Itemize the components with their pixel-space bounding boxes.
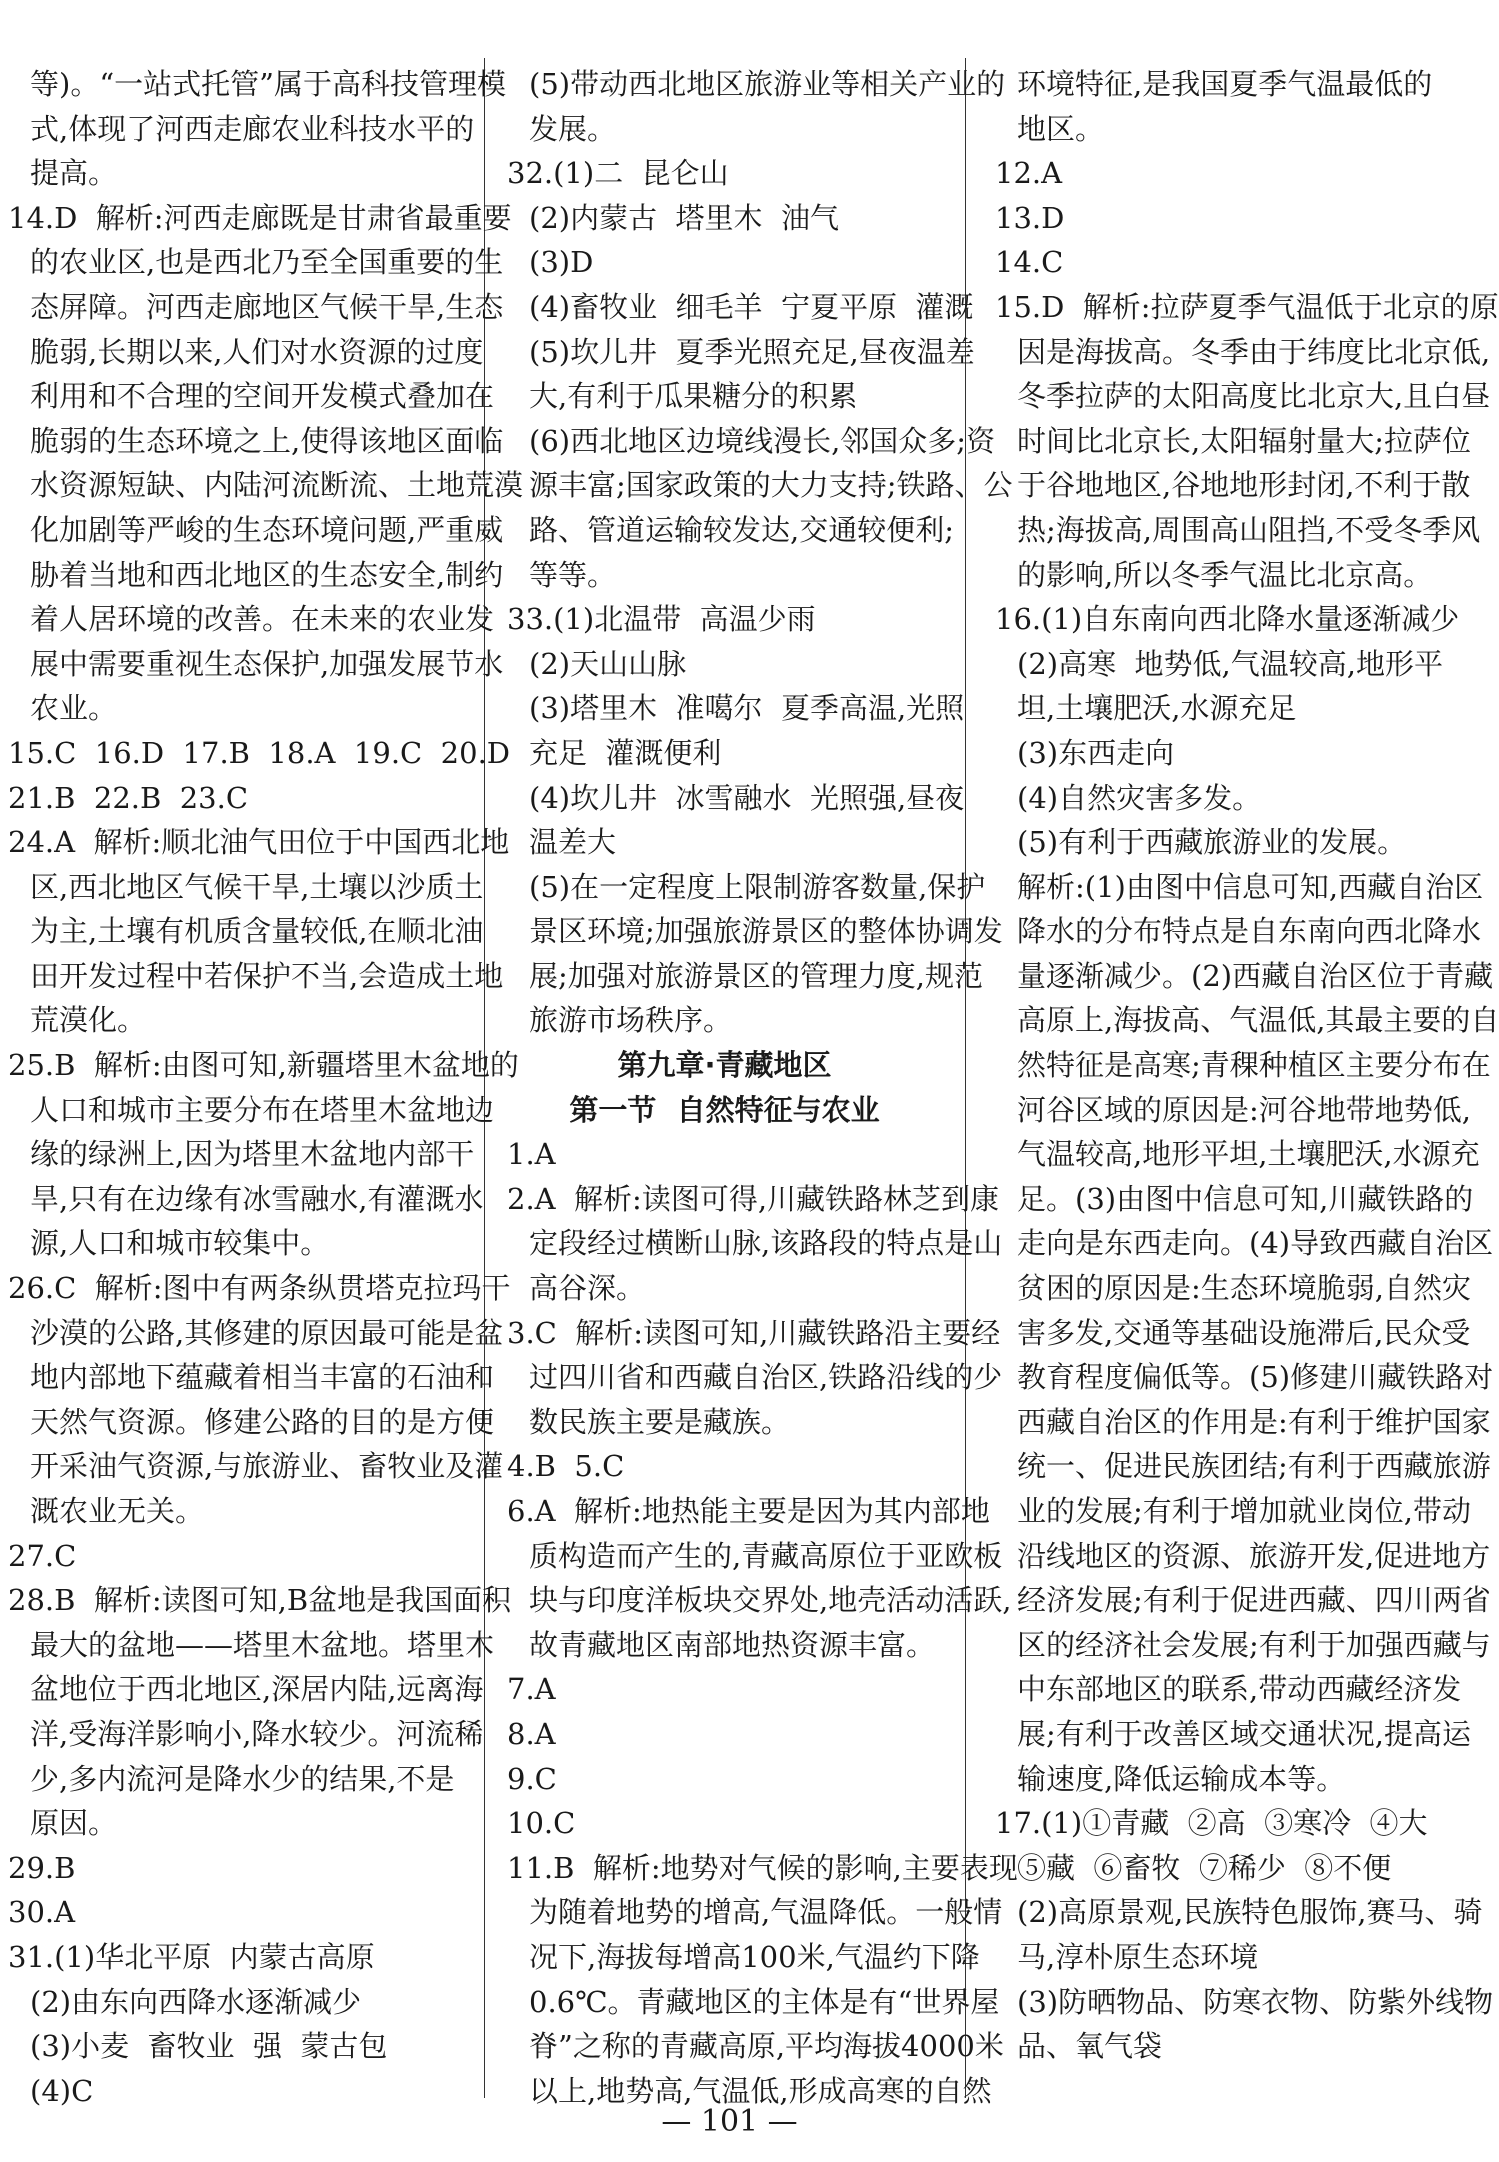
text-line: 盆地位于西北地区,深居内陆,远离海 xyxy=(30,1672,484,1707)
text-line: (4)自然灾害多发。 xyxy=(1017,780,1262,815)
text-line: 坦,土壤肥沃,水源充足 xyxy=(1017,691,1297,726)
text-line: 14.C xyxy=(995,245,1064,280)
text-line: 统一、促进民族团结;有利于西藏旅游 xyxy=(1017,1449,1491,1484)
section-heading: 第九章·青藏地区 xyxy=(617,1048,832,1083)
text-line: 旅游市场秩序。 xyxy=(529,1003,733,1038)
text-line: 大,有利于瓜果糖分的积累 xyxy=(529,379,858,414)
text-line: 16.(1)自东南向西北降水量逐渐减少 xyxy=(995,602,1460,637)
text-line: 2.A 解析:读图可得,川藏铁路林芝到康 xyxy=(507,1181,1000,1216)
text-line: 式,体现了河西走廊农业科技水平的 xyxy=(30,111,475,146)
text-line: 9.C xyxy=(507,1761,557,1796)
text-line: 的影响,所以冬季气温比北京高。 xyxy=(1017,557,1433,592)
text-line: 地内部地下蕴藏着相当丰富的石油和 xyxy=(30,1360,495,1395)
text-line: 脆弱,长期以来,人们对水资源的过度 xyxy=(30,334,484,369)
text-line: 人口和城市主要分布在塔里木盆地边 xyxy=(30,1092,495,1127)
column-right xyxy=(995,62,1499,2069)
text-line: 12.A xyxy=(995,156,1063,191)
text-line: 胁着当地和西北地区的生态安全,制约 xyxy=(30,557,504,592)
text-line: 脊”之称的青藏高原,平均海拔4000米 xyxy=(529,2029,1004,2064)
text-line: 教育程度偏低等。(5)修建川藏铁路对 xyxy=(1017,1360,1494,1395)
column-left xyxy=(8,62,524,2113)
text-line: (4)坎儿井 冰雪融水 光照强,昼夜 xyxy=(529,780,965,815)
text-line: 提高。 xyxy=(30,156,118,191)
text-line: 足。(3)由图中信息可知,川藏铁路的 xyxy=(1017,1181,1474,1216)
text-line: 15.C 16.D 17.B 18.A 19.C 20.D xyxy=(8,735,511,770)
text-line: 故青藏地区南部地热资源丰富。 xyxy=(529,1627,936,1662)
text-line: 害多发,交通等基础设施滞后,民众受 xyxy=(1017,1315,1471,1350)
page-number: — 101 — xyxy=(661,2104,798,2139)
text-line: (2)由东向西降水逐渐减少 xyxy=(30,1984,362,2019)
text-line: 3.C 解析:读图可知,川藏铁路沿主要经 xyxy=(507,1315,1001,1350)
text-line: 29.B xyxy=(8,1850,76,1885)
text-line: 路、管道运输较发达,交通较便利; xyxy=(529,512,954,547)
text-line: 时间比北京长,太阳辐射量大;拉萨位 xyxy=(1017,423,1471,458)
text-line: (3)塔里木 准噶尔 夏季高温,光照 xyxy=(529,691,965,726)
text-line: 4.B 5.C xyxy=(507,1449,625,1484)
text-line: 缘的绿洲上,因为塔里木盆地内部干 xyxy=(30,1137,475,1172)
text-line: 沿线地区的资源、旅游开发,促进地方 xyxy=(1017,1538,1491,1573)
text-line: 然特征是高寒;青稞种植区主要分布在 xyxy=(1017,1048,1491,1083)
text-line: 溉农业无关。 xyxy=(30,1494,205,1528)
text-line: 30.A xyxy=(8,1895,76,1930)
text-line: (4)畜牧业 细毛羊 宁夏平原 灌溉 xyxy=(529,289,974,324)
text-line: 温差大 xyxy=(529,825,617,860)
text-line: 量逐渐减少。(2)西藏自治区位于青藏 xyxy=(1017,958,1494,993)
text-line: 25.B 解析:由图可知,新疆塔里木盆地的 xyxy=(8,1048,519,1083)
text-line: (3)东西走向 xyxy=(1017,735,1175,770)
text-line: 17.(1)①青藏 ②高 ③寒冷 ④大 xyxy=(995,1806,1428,1841)
text-line: 展;有利于改善区域交通状况,提高运 xyxy=(1017,1716,1471,1751)
text-line: ⑤藏 ⑥畜牧 ⑦稀少 ⑧不便 xyxy=(1017,1850,1392,1885)
text-line: 31.(1)华北平原 内蒙古高原 xyxy=(8,1939,375,1974)
text-line: 14.D 解析:河西走廊既是甘肃省最重要 xyxy=(8,200,512,235)
text-line: (5)带动西北地区旅游业等相关产业的 xyxy=(529,67,1006,101)
text-line: 0.6℃。青藏地区的主体是有“世界屋 xyxy=(529,1984,1000,2019)
text-line: (5)坎儿井 夏季光照充足,昼夜温差 xyxy=(529,334,975,369)
text-line: 高原上,海拔高、气温低,其最主要的自 xyxy=(1017,1003,1499,1038)
text-line: 充足 灌溉便利 xyxy=(529,735,722,770)
text-line: 的农业区,也是西北乃至全国重要的生 xyxy=(30,245,504,280)
text-line: 因是海拔高。冬季由于纬度比北京低, xyxy=(1017,334,1491,369)
section-heading: 第一节 自然特征与农业 xyxy=(569,1092,880,1127)
text-line: 源丰富;国家政策的大力支持;铁路、公 xyxy=(529,468,1013,503)
text-line: (2)高寒 地势低,气温较高,地形平 xyxy=(1017,646,1443,681)
text-line: 质构造而产生的,青藏高原位于亚欧板 xyxy=(529,1538,1003,1573)
text-line: 旱,只有在边缘有冰雪融水,有灌溉水 xyxy=(30,1181,484,1216)
text-line: 态屏障。河西走廊地区气候干旱,生态 xyxy=(30,289,504,324)
text-line: 于谷地地区,谷地地形封闭,不利于散 xyxy=(1017,468,1471,503)
text-line: 环境特征,是我国夏季气温最低的 xyxy=(1017,67,1433,101)
text-line: 贫困的原因是:生态环境脆弱,自然灾 xyxy=(1017,1271,1471,1306)
text-line: (3)防晒物品、防寒衣物、防紫外线物 xyxy=(1017,1984,1494,2019)
text-line: 洋,受海洋影响小,降水较少。河流稀 xyxy=(30,1716,484,1751)
text-line: 热;海拔高,周围高山阻挡,不受冬季风 xyxy=(1017,512,1481,547)
text-line: 解析:(1)由图中信息可知,西藏自治区 xyxy=(1017,869,1484,904)
text-line: 河谷区域的原因是:河谷地带地势低, xyxy=(1017,1092,1471,1127)
text-line: 沙漠的公路,其修建的原因最可能是盆 xyxy=(30,1315,504,1350)
text-line: 原因。 xyxy=(30,1806,118,1841)
text-line: (2)内蒙古 塔里木 油气 xyxy=(529,200,839,235)
text-line: 西藏自治区的作用是:有利于维护国家 xyxy=(1017,1404,1491,1439)
text-line: 少,多内流河是降水少的结果,不是 xyxy=(30,1761,455,1796)
text-line: (3)小麦 畜牧业 强 蒙古包 xyxy=(30,2029,388,2064)
text-line: (6)西北地区边境线漫长,邻国众多;资 xyxy=(529,423,996,458)
text-line: 块与印度洋板块交界处,地壳活动活跃, xyxy=(529,1583,1012,1618)
text-line: 7.A xyxy=(507,1672,556,1707)
text-line: 定段经过横断山脉,该路段的特点是山 xyxy=(529,1226,1003,1261)
text-line: 区的经济社会发展;有利于加强西藏与 xyxy=(1017,1627,1491,1662)
text-line: 天然气资源。修建公路的目的是方便 xyxy=(30,1404,495,1439)
text-line: 28.B 解析:读图可知,B盆地是我国面积 xyxy=(8,1583,512,1618)
text-line: 中东部地区的联系,带动西藏经济发 xyxy=(1017,1672,1462,1707)
text-line: 农业。 xyxy=(30,691,118,726)
text-line: 数民族主要是藏族。 xyxy=(529,1404,791,1439)
text-line: (5)在一定程度上限制游客数量,保护 xyxy=(529,869,986,904)
text-line: 冬季拉萨的太阳高度比北京大,且白昼 xyxy=(1017,379,1491,414)
text-line: 气温较高,地形平坦,土壤肥沃,水源充 xyxy=(1017,1137,1480,1172)
text-line: 最大的盆地——塔里木盆地。塔里木 xyxy=(30,1627,495,1662)
text-line: 26.C 解析:图中有两条纵贯塔克拉玛干 xyxy=(8,1271,511,1306)
text-line: (4)C xyxy=(30,2073,94,2108)
text-line: 品、氧气袋 xyxy=(1017,2029,1163,2064)
text-line: 以上,地势高,气温低,形成高寒的自然 xyxy=(529,2073,992,2108)
text-line: 走向是东西走向。(4)导致西藏自治区 xyxy=(1017,1226,1494,1261)
text-line: (5)有利于西藏旅游业的发展。 xyxy=(1017,825,1407,860)
text-line: 地区。 xyxy=(1017,111,1105,146)
text-line: 源,人口和城市较集中。 xyxy=(30,1226,330,1261)
text-line: (2)高原景观,民族特色服饰,赛马、骑 xyxy=(1017,1895,1483,1930)
text-line: 利用和不合理的空间开发模式叠加在 xyxy=(30,379,495,414)
text-line: 荒漠化。 xyxy=(30,1003,147,1038)
text-line: 开采油气资源,与旅游业、畜牧业及灌 xyxy=(30,1449,504,1484)
text-line: 马,淳朴原生态环境 xyxy=(1017,1939,1259,1974)
text-line: 33.(1)北温带 高温少雨 xyxy=(507,602,816,637)
text-line: 况下,海拔每增高100米,气温约下降 xyxy=(529,1939,980,1974)
text-line: 6.A 解析:地热能主要是因为其内部地 xyxy=(507,1494,990,1528)
text-line: 10.C xyxy=(507,1806,576,1841)
text-line: (3)D xyxy=(529,245,594,280)
text-line: 15.D 解析:拉萨夏季气温低于北京的原 xyxy=(995,289,1499,324)
text-line: 展;加强对旅游景区的管理力度,规范 xyxy=(529,958,983,993)
text-line: 8.A xyxy=(507,1716,556,1751)
text-line: 水资源短缺、内陆河流断流、土地荒漠 xyxy=(30,468,524,503)
text-line: 景区环境;加强旅游景区的整体协调发 xyxy=(529,914,1003,949)
text-line: 为随着地势的增高,气温降低。一般情 xyxy=(529,1895,1003,1930)
text-line: 降水的分布特点是自东南向西北降水 xyxy=(1017,914,1482,949)
text-line: 着人居环境的改善。在未来的农业发 xyxy=(30,602,495,637)
text-line: (2)天山山脉 xyxy=(529,646,687,681)
text-line: 27.C xyxy=(8,1538,77,1573)
text-line: 化加剧等严峻的生态环境问题,严重威 xyxy=(30,512,504,547)
text-line: 区,西北地区气候干旱,土壤以沙质土 xyxy=(30,869,484,904)
text-line: 11.B 解析:地势对气候的影响,主要表现 xyxy=(507,1850,1018,1885)
text-line: 24.A 解析:顺北油气田位于中国西北地 xyxy=(8,825,510,860)
text-line: 脆弱的生态环境之上,使得该地区面临 xyxy=(30,423,504,458)
text-line: 13.D xyxy=(995,200,1065,235)
text-line: 32.(1)二 昆仑山 xyxy=(507,156,729,191)
text-line: 展中需要重视生态保护,加强发展节水 xyxy=(30,646,504,681)
text-line: 过四川省和西藏自治区,铁路沿线的少 xyxy=(529,1360,1003,1395)
text-line: 业的发展;有利于增加就业岗位,带动 xyxy=(1017,1494,1471,1528)
text-line: 高谷深。 xyxy=(529,1271,646,1306)
text-line: 输速度,降低运输成本等。 xyxy=(1017,1761,1346,1796)
text-line: 为主,土壤有机质含量较低,在顺北油 xyxy=(30,914,484,949)
text-line: 1.A xyxy=(507,1137,556,1172)
text-line: 经济发展;有利于促进西藏、四川两省 xyxy=(1017,1583,1491,1618)
text-line: 等等。 xyxy=(529,557,617,592)
text-line: 等)。“一站式托管”属于高科技管理模 xyxy=(30,67,506,101)
text-line: 发展。 xyxy=(529,111,617,146)
column-middle xyxy=(507,62,1018,2113)
text-line: 田开发过程中若保护不当,会造成土地 xyxy=(30,958,504,993)
text-line: 21.B 22.B 23.C xyxy=(8,780,249,815)
